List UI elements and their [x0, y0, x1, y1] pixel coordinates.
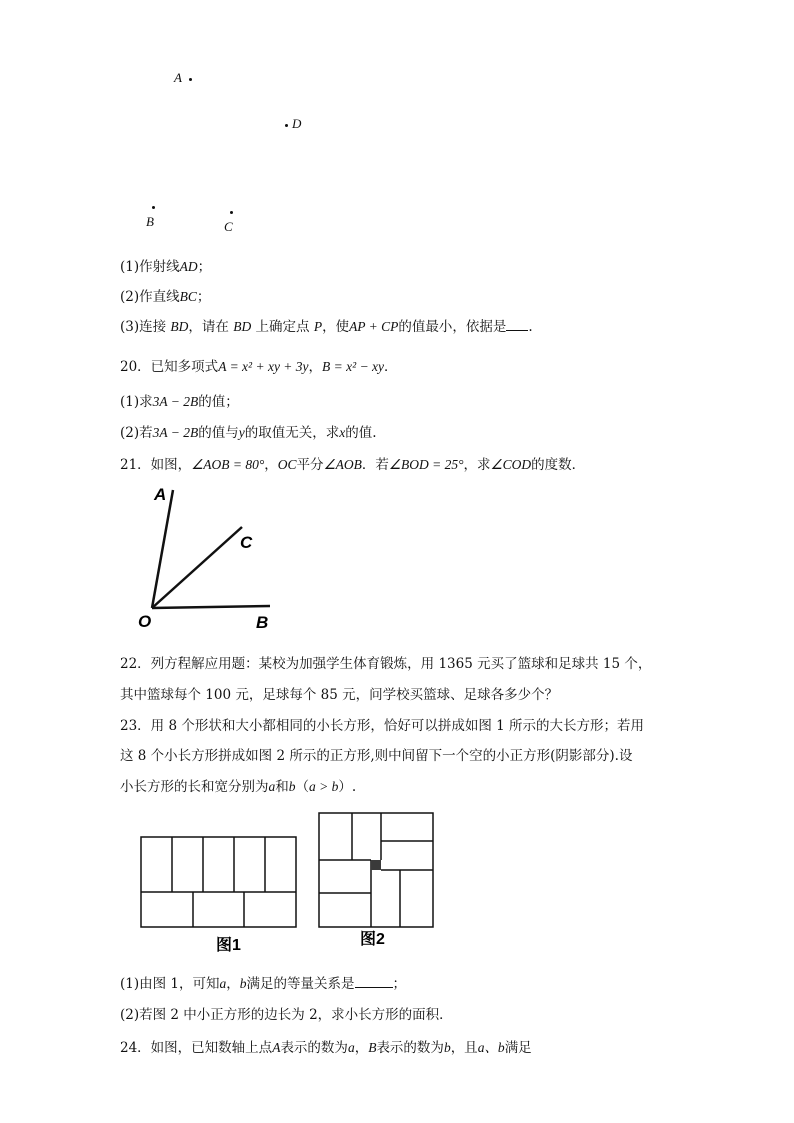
q19-p3-text-c: 上确定点 — [255, 319, 310, 335]
q22-line2: 其中篮球每个 100 元，足球每个 85 元，问学校买篮球、足球各多少个？ — [120, 687, 559, 703]
q23-p1-var-b: b — [239, 976, 247, 991]
point-label-d: D — [292, 116, 302, 131]
q20-p2-text-a: (2)若 — [120, 425, 153, 441]
q24-var-b: b — [443, 1040, 451, 1055]
q22-line1: 22．列方程解应用题：某校为加强学生体育锻炼，用 1365 元买了篮球和足球共 15 个， — [120, 656, 652, 672]
q23-part1 — [120, 972, 406, 992]
q20-p2-x: x — [339, 425, 346, 440]
q21-angle-figure — [130, 482, 290, 632]
point-b-dot — [152, 206, 155, 209]
fig1-outer — [141, 837, 296, 927]
q20-p2-text-c: 的取值无关，求 — [244, 425, 340, 441]
q20-sep: ， — [308, 359, 323, 375]
q24-var-a: a — [347, 1040, 355, 1055]
q21-angle-aob-2: ∠AOB — [323, 457, 362, 472]
q21-angle-aob: ∠AOB = 80° — [191, 457, 265, 472]
point-label-a: A — [174, 70, 182, 85]
q20-p2-expr: 3A − 2B — [152, 425, 199, 440]
q20-p2-text-b: 的值与 — [198, 425, 239, 441]
q23-l3-condition: a > b — [309, 779, 339, 794]
q19-p3-text-d: ，使 — [322, 319, 350, 335]
q23-part2: (2)若图 2 中小正方形的边长为 2，求小长方形的面积． — [120, 1007, 453, 1023]
q24-text-a: 24．如图，已知数轴上点 — [120, 1040, 273, 1056]
q23-l3-var-a: a — [268, 779, 276, 794]
q24-text-f: 满足 — [504, 1040, 532, 1056]
q19-answer-blank[interactable] — [506, 318, 528, 331]
q19-part2 — [120, 285, 210, 305]
q21-text-f: 的度数． — [531, 457, 586, 473]
q21-stem — [120, 453, 585, 473]
fig2-shaded-square — [371, 860, 381, 870]
q23-l3-text-c: （ — [295, 779, 309, 795]
q21-ray-oc: OC — [277, 457, 297, 472]
figure-1 — [136, 832, 304, 954]
q21-text-a: 21．如图， — [120, 457, 192, 473]
label-c: C — [240, 533, 253, 552]
q23-l3-text-d: ）. — [338, 779, 357, 795]
q20-stem-end: ． — [384, 359, 398, 375]
point-d-dot — [285, 124, 288, 127]
q19-p3-expr: AP + CP — [349, 319, 399, 334]
q19-p2-text: (2)作直线 — [120, 289, 180, 305]
q19-p2-end: ； — [196, 289, 211, 305]
q21-text-c: 平分 — [296, 457, 324, 473]
label-b: B — [256, 613, 269, 632]
q19-p3-text-a: (3)连接 — [120, 319, 167, 335]
fig2-caption: 图2 — [360, 931, 385, 948]
point-label-c: C — [224, 219, 233, 234]
q21-text-e: ，求 — [463, 457, 491, 473]
q23-l3-text-b: 和 — [275, 779, 289, 795]
q23-p1-text-d: ； — [392, 976, 407, 992]
q23-l3-text-a: 小长方形的长和宽分别为 — [120, 779, 269, 795]
q20-p1-text-b: 的值； — [198, 394, 239, 410]
q24-text-d: 表示的数为 — [376, 1040, 444, 1056]
q19-p3-end: . — [528, 319, 533, 335]
ray-ob — [152, 606, 270, 608]
point-label-b: B — [146, 214, 154, 229]
q20-expr-a: A = x² + xy + 3y — [218, 359, 309, 374]
q20-p1-text-a: (1)求 — [120, 394, 153, 410]
q23-line2: 这 8 个小长方形拼成如图 2 所示的正方形,则中间留下一个空的小正方形(阴影部分).设 — [120, 748, 633, 764]
q24-point-b: B — [368, 1040, 377, 1055]
q24-text-e: ，且 — [450, 1040, 478, 1056]
q23-p1-text-c: 满足的等量关系是 — [246, 976, 355, 992]
q20-p2-y: y — [238, 425, 245, 440]
q23-p1-text-b: ， — [226, 976, 240, 992]
q19-p1-var: AD — [179, 259, 198, 274]
q21-text-d: ．若 — [361, 457, 389, 473]
fig1-caption: 图1 — [216, 937, 241, 954]
q19-p3-text-e: 的值最小，依据是 — [398, 319, 507, 335]
q19-p3-bd2: BD — [233, 319, 252, 334]
q19-part3 — [120, 315, 533, 335]
q24-vars-ab: a、b — [477, 1040, 505, 1055]
q23-answer-blank[interactable] — [355, 975, 393, 988]
q19-part1 — [120, 255, 211, 275]
q24-text-b: 表示的数为 — [280, 1040, 348, 1056]
point-c-dot — [230, 211, 233, 214]
q23-p1-var-a: a — [219, 976, 227, 991]
q24-stem — [120, 1036, 532, 1056]
q20-part2 — [120, 421, 377, 441]
q23-line3 — [120, 775, 356, 795]
q20-part1 — [120, 390, 239, 410]
label-o: O — [138, 612, 152, 631]
q23-line1: 23．用 8 个形状和大小都相同的小长方形，恰好可以拼成如图 1 所示的大长方形；若用 — [120, 718, 645, 734]
q23-l3-var-b: b — [288, 779, 296, 794]
q19-p3-bd: BD — [170, 319, 189, 334]
q24-point-a: A — [272, 1040, 281, 1055]
q20-p2-text-d: 的值. — [345, 425, 377, 441]
label-a: A — [154, 485, 167, 504]
point-a-dot — [189, 78, 192, 81]
q21-text-b: ， — [264, 457, 278, 473]
q20-stem — [120, 355, 398, 375]
q20-expr-b: B = x² − xy — [322, 359, 385, 374]
figure-2 — [312, 808, 440, 948]
q21-angle-cod: ∠COD — [490, 457, 532, 472]
q19-p3-p: P — [313, 319, 323, 334]
q24-text-c: ， — [354, 1040, 369, 1056]
q19-p3-text-b: ，请在 — [188, 319, 229, 335]
q19-p1-text: (1)作射线 — [120, 259, 180, 275]
q21-angle-bod: ∠BOD = 25° — [388, 457, 464, 472]
q19-p2-var: BC — [179, 289, 197, 304]
q23-p1-text-a: (1)由图 1，可知 — [120, 976, 220, 992]
q20-p1-expr: 3A − 2B — [152, 394, 199, 409]
q20-stem-text: 20．已知多项式 — [120, 359, 219, 375]
q19-p1-end: ； — [197, 259, 212, 275]
